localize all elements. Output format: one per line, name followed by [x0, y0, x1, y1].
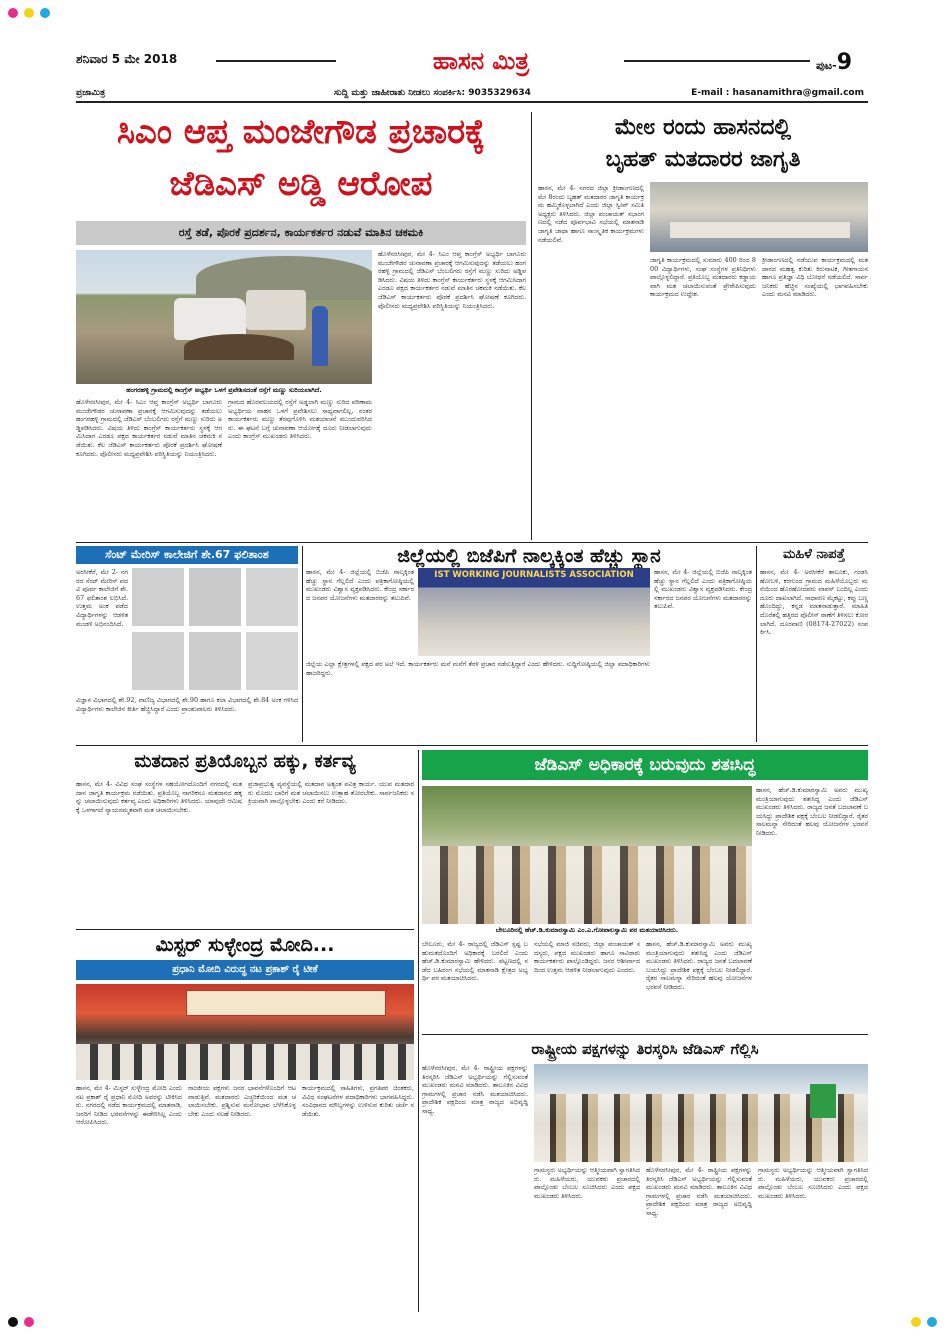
issue-date: ಶನಿವಾರ 5 ಮೇ 2018 [76, 52, 178, 66]
voter-headline-line-1: ಮೇ೮ ರಂದು ಹಾಸನದಲ್ಲಿ [614, 115, 792, 140]
bjp-headline: ಜಿಲ್ಲೆಯಲ್ಲಿ ಬಿಜೆಪಿಗೆ ನಾಲ್ಕಕ್ಕಿಂತ ಹೆಚ್ಚು ಸ್ಥಾನ [397, 545, 661, 567]
jds-power-headline: ಜೆಡಿಎಸ್ ಅಧಿಕಾರಕ್ಕೆ ಬರುವುದು ಶತಃಸಿದ್ಧ [422, 750, 868, 780]
phone-number: 9035329634 [468, 88, 531, 98]
missing-body: ಹಾಸನ, ಮೇ 4- ಅರಸೀಕೆರೆ ತಾಲೂಕು, ಗಂಡಸಿ ಹೋಬಳಿ, ಕರಗುಂದ ಗ್ರಾಮದ ಮಹಿಳೆಯೊಬ್ಬರು ಮನೆಯಿಂದ ಹೊರಹೋದವರು ವಾಪಸ್ ಬಂದಿಲ್ಲ ಎಂದು ದೂರು ದಾಖಲಾಗಿದೆ. ಸಾಧಾರಣ ಮೈಕಟ್ಟು, ಕಪ್ಪು ಬಣ್ಣ ಹೊಂದಿದ್ದು, ಕನ್ನಡ ಮಾತನಾಡುತ್ತಾರೆ. ಮಾಹಿತಿ ದೊರೆತಲ್ಲಿ ಹತ್ತಿರದ ಪೊಲೀಸ್ ಠಾಣೆಗೆ ತಿಳಿಸಲು ಕೋರಲಾಗಿದೆ. ದೂರವಾಣಿ (08174-27022) ಸಂಪರ್ಕಿಸಿ. [760, 568, 868, 637]
rights-body-col-1: ಹಾಸನ, ಮೇ 4- ವಿವಿಧ ಸಂಘ ಸಂಸ್ಥೆಗಳ ಸಹಯೋಗದೊಂದಿಗೆ ನಗರದಲ್ಲಿ ಮತದಾನ ಜಾಗೃತಿ ಕಾರ್ಯಕ್ರಮ ನಡೆಯಿತು. ಪ್ರತಿಯೊಬ್ಬ ನಾಗರಿಕನೂ ಮತದಾನದ ಹಕ್ಕನ್ನು ಚಲಾಯಿಸುವುದು ಕರ್ತವ್ಯ ಎಂದು ಅಧಿಕಾರಿಗಳು ತಿಳಿಸಿದರು. ಯಾವುದೇ ಆಮಿಷಕ್ಕೆ ಒಳಗಾಗದೆ ನ್ಯಾಯಸಮ್ಮತವಾಗಿ ಮತ ಚಲಾಯಿಸಬೇಕು. [76, 780, 242, 814]
rights-headline: ಮತದಾನ ಪ್ರತಿಯೊಬ್ಬನ ಹಕ್ಕು, ಕರ್ತವ್ಯ [134, 751, 356, 772]
college-body: ಅರಸೀಕೆರೆ, ಮೇ 2- ನಗರದ ಸೆಂಟ್ ಮೇರಿಸ್ ಪದವಿ ಪೂರ್ವ ಕಾಲೇಜಿಗೆ ಶೇ.67 ಫಲಿತಾಂಶ ಲಭಿಸಿದೆ. ಉತ್ತಮ ಅಂಕ ಪಡೆದ ವಿದ್ಯಾರ್ಥಿಗಳನ್ನು ಆಡಳಿತ ಮಂಡಳಿ ಅಭಿನಂದಿಸಿದೆ. [76, 568, 128, 628]
registration-mark [40, 8, 50, 18]
jds-rally-photo [422, 786, 752, 924]
jds-body-col-4: ಹಾಸನ, ಹೆಚ್.ಡಿ.ಕುಮಾರಸ್ವಾಮಿ ಅವರು ಮುಖ್ಯಮಂತ್ರಿಯಾಗುವುದು ಶತಃಸಿದ್ಧ ಎಂದು ಜೆಡಿಎಸ್ ಮುಖಂಡರು ತಿಳಿಸಿದರು. ರಾಜ್ಯದ ಜನತೆ ಬದಲಾವಣೆ ಬಯಸಿದ್ದು ಪ್ರಾದೇಶಿಕ ಪಕ್ಷಕ್ಕೆ ಬೆಂಬಲ ನೀಡಲಿದ್ದಾರೆ. ರೈತರ ಸಾಲಮನ್ನಾ ಸೇರಿದಂತೆ ಹಲವು ಯೋಜನೆಗಳ ಭರವಸೆ ನೀಡಿದರು. [756, 786, 868, 837]
main-body-col-1: ಹೊಳೆನರಸೀಪುರ, ಮೇ 4- ಸಿಎಂ ಆಪ್ತ ಕಾಂಗ್ರೆಸ್ ಅಭ್ಯರ್ಥಿ ಬಾಗೂರು ಮಂಜೇಗೌಡರ ಚುನಾವಣಾ ಪ್ರಚಾರಕ್ಕೆ ಆಗಮಿಸುವುದನ್ನು ತಡೆಯಲು ಹಂಗರಹಳ್ಳಿ ಗ್ರಾಮದಲ್ಲಿ ಜೆಡಿಎಸ್ ಬೆಂಬಲಿಗರು ರಸ್ತೆಗೆ ಮಣ್ಣು ಸುರಿದು ಅಡ್ಡಿಪಡಿಸಿದರು. ವಿಷಯ ತಿಳಿದು ಕಾಂಗ್ರೆಸ್ ಕಾರ್ಯಕರ್ತರು ಸ್ಥಳಕ್ಕೆ ಆಗಮಿಸಿದಾಗ ಎರಡೂ ಪಕ್ಷದ ಕಾರ್ಯಕರ್ತರ ನಡುವೆ ಮಾತಿನ ಚಕಮಕಿ ನಡೆಯಿತು. ಕೆಲ ಜೆಡಿಎಸ್ ಕಾರ್ಯಕರ್ತರು ಪೊರಕೆ ಪ್ರದರ್ಶಿಸಿ ಘೋಷಣೆ ಕೂಗಿದರು. ಪೊಲೀಸರು ಮಧ್ಯಪ್ರವೇಶಿಸಿ ಪರಿಸ್ಥಿತಿಯನ್ನು ನಿಯಂತ್ರಿಸಿದರು. [76, 398, 222, 458]
registration-mark [911, 1317, 921, 1327]
tagline: ಪ್ರಜಾಮಿತ್ರ [76, 88, 106, 98]
national-body-col-2: ಗ್ರಾಮಸ್ಥರು ಅಭ್ಯರ್ಥಿಯನ್ನು ಆತ್ಮೀಯವಾಗಿ ಸ್ವಾಗತಿಸಿದರು. ಮಹಿಳೆಯರು, ಯುವಕರು ಪ್ರಚಾರದಲ್ಲಿ ಪಾಲ್ಗೊಂಡು ಬೆಂಬಲ ಸೂಚಿಸಿದರು ಎಂದು ಪಕ್ಷದ ಮುಖಂಡರು ತಿಳಿಸಿದರು. [534, 1166, 640, 1200]
page-number: 9 [836, 50, 853, 75]
national-headline: ರಾಷ್ಟ್ರೀಯ ಪಕ್ಷಗಳನ್ನು ತಿರಸ್ಕರಿಸಿ ಜೆಡಿಎಸ್ ಗೆಲ್ಲಿಸಿ [531, 1040, 759, 1058]
modi-headline: ಮಿಸ್ಟರ್ ಸುಳ್ಳೇಂದ್ರ ಮೋದಿ... [155, 934, 335, 956]
crowd-shape [422, 846, 752, 924]
main-headline-line-1: ಸಿಎಂ ಆಪ್ತ ಮಂಜೇಗೌಡ ಪ್ರಚಾರಕ್ಕೆ [116, 112, 486, 152]
registration-mark [8, 1317, 18, 1327]
meeting-table [670, 222, 850, 238]
bjp-body-col-2: ಜಿಲ್ಲೆಯ ಎಲ್ಲಾ ಕ್ಷೇತ್ರಗಳಲ್ಲಿ ಪಕ್ಷದ ಪರ ಅಲೆ ಇದೆ. ಕಾರ್ಯಕರ್ತರು ಮನೆ ಮನೆಗೆ ತೆರಳಿ ಪ್ರಚಾರ ನಡೆಸುತ್ತಿದ್ದಾರೆ ಎಂದು ಹೇಳಿದರು. ಸುದ್ದಿಗೋಷ್ಠಿಯಲ್ಲಿ ಜಿಲ್ಲಾ ಪದಾಧಿಕಾರಿಗಳು ಹಾಜರಿದ್ದರು. [306, 660, 650, 677]
contact-line: ಸುದ್ದಿ ಮತ್ತು ಜಾಹೀರಾತು ನೀಡಲು ಸಂಪರ್ಕಿಸಿ: 9035329634 [334, 88, 531, 98]
voter-body-col-2: ಜಾಗೃತಿ ಕಾರ್ಯಕ್ರಮದಲ್ಲಿ ಸುಮಾರು 400 ರಿಂದ 800 ವಿದ್ಯಾರ್ಥಿಗಳು, ಸಂಘ ಸಂಸ್ಥೆಗಳ ಪ್ರತಿನಿಧಿಗಳು ಪಾಲ್ಗೊಳ್ಳಲಿದ್ದಾರೆ. ಪ್ರತಿಯೊಬ್ಬ ಮತದಾರರು ಕಡ್ಡಾಯವಾಗಿ ಮತ ಚಲಾಯಿಸುವಂತೆ ಪ್ರೇರೇಪಿಸುವುದು ಕಾರ್ಯಕ್ರಮದ ಉದ್ದೇಶ. [650, 256, 756, 299]
main-body-col-2: ಗ್ರಾಮದ ಹೊರವಲಯದಲ್ಲಿ ರಸ್ತೆಗೆ ಅಡ್ಡಲಾಗಿ ಮಣ್ಣು ಸುರಿದ ಪರಿಣಾಮ ಅಭ್ಯರ್ಥಿಯ ವಾಹನ ಒಳಗೆ ಪ್ರವೇಶಿಸಲು ಸಾಧ್ಯವಾಗಲಿಲ್ಲ. ನಂತರ ಕಾರ್ಯಕರ್ತರು ಮಣ್ಣು ತೆರವುಗೊಳಿಸಿ ಮತಯಾಚನೆ ಮುಂದುವರಿಸಿದರು. ಈ ಘಟನೆ ಬಗ್ಗೆ ಚುನಾವಣಾ ಆಯೋಗಕ್ಕೆ ದೂರು ನೀಡಲಾಗುವುದು ಎಂದು ಕಾಂಗ್ರೆಸ್ ಮುಖಂಡರು ತಿಳಿಸಿದರು. [228, 398, 372, 441]
masthead [76, 48, 868, 104]
rights-body-col-2: ಪ್ರಜಾಪ್ರಭುತ್ವ ವ್ಯವಸ್ಥೆಯಲ್ಲಿ ಮತದಾನ ಅತ್ಯಂತ ಪವಿತ್ರ ಕಾರ್ಯ. ಯುವ ಮತದಾರರು ಮೊದಲ ಬಾರಿಗೆ ಮತ ಚಲಾಯಿಸಲು ಉತ್ಸಾಹ ತೋರಬೇಕು. ಸಾರ್ವಜನಿಕರು ಸಕ್ರಿಯವಾಗಿ ಪಾಲ್ಗೊಳ್ಳಬೇಕು ಎಂದು ಕರೆ ನೀಡಿದರು. [248, 780, 414, 806]
student-photo [189, 632, 241, 690]
modi-body-col-2: ರಾಜಕೀಯ ಪಕ್ಷಗಳು ಜನರ ಭಾವನೆಗಳೊಂದಿಗೆ ಆಟವಾಡುತ್ತಿವೆ. ಮತದಾರರು ಎಚ್ಚರಿಕೆಯಿಂದ ಮತ ಚಲಾಯಿಸಬೇಕು. ಪ್ರಶ್ನಿಸುವ ಮನೋಭಾವ ಬೆಳೆಸಿಕೊಳ್ಳಬೇಕು ಎಂದು ಸಲಹೆ ನೀಡಿದರು. [188, 1084, 296, 1118]
main-kicker: ರಸ್ತೆ ತಡೆ, ಪೊರಕೆ ಪ್ರದರ್ಶನ, ಕಾರ್ಯಕರ್ತರ ನಡುವೆ ಮಾತಿನ ಚಕಮಕಿ [76, 221, 526, 245]
main-headline-line-2: ಜೆಡಿಎಸ್ ಅಡ್ಡಿ ಆರೋಪ [169, 164, 433, 204]
jds-body-col-2: ಸಭೆಯಲ್ಲಿ ಮಾಜಿ ಸಚಿವರು, ಜಿಲ್ಲಾ ಪಂಚಾಯತ್ ಸದಸ್ಯರು, ಪಕ್ಷದ ಮುಖಂಡರು ಹಾಗೂ ಸಾವಿರಾರು ಕಾರ್ಯಕರ್ತರು ಪಾಲ್ಗೊಂಡಿದ್ದರು. ಜನರ ಆಶೀರ್ವಾದದಿಂದ ಉತ್ತಮ ಆಡಳಿತ ನೀಡಲಾಗುವುದು ಎಂದರು. [534, 940, 640, 974]
student-photo [246, 568, 298, 626]
national-campaign-photo [534, 1064, 868, 1162]
national-body-col-1: ಹೊಳೆನರಸೀಪುರ, ಮೇ 4- ರಾಷ್ಟ್ರೀಯ ಪಕ್ಷಗಳನ್ನು ತಿರಸ್ಕರಿಸಿ ಜೆಡಿಎಸ್ ಅಭ್ಯರ್ಥಿಯನ್ನು ಗೆಲ್ಲಿಸುವಂತೆ ಮುಖಂಡರು ಮನವಿ ಮಾಡಿದರು. ತಾಲೂಕಿನ ವಿವಿಧ ಗ್ರಾಮಗಳಲ್ಲಿ ಪ್ರಚಾರ ನಡೆಸಿ ಮತಯಾಚಿಸಿದರು. ಪ್ರಾದೇಶಿಕ ಪಕ್ಷದಿಂದ ಮಾತ್ರ ರಾಜ್ಯದ ಅಭಿವೃದ್ಧಿ ಸಾಧ್ಯ. [422, 1064, 528, 1115]
missing-headline: ಮಹಿಳೆ ನಾಪತ್ತೆ [782, 547, 846, 562]
modi-event-photo [76, 984, 414, 1080]
soil-mound [184, 334, 294, 360]
jds-body-col-3: ಹಾಸನ, ಹೆಚ್.ಡಿ.ಕುಮಾರಸ್ವಾಮಿ ಅವರು ಮುಖ್ಯಮಂತ್ರಿಯಾಗುವುದು ಶತಃಸಿದ್ಧ ಎಂದು ಜೆಡಿಎಸ್ ಮುಖಂಡರು ತಿಳಿಸಿದರು. ರಾಜ್ಯದ ಜನತೆ ಬದಲಾವಣೆ ಬಯಸಿದ್ದು ಪ್ರಾದೇಶಿಕ ಪಕ್ಷಕ್ಕೆ ಬೆಂಬಲ ನೀಡಲಿದ್ದಾರೆ. ರೈತರ ಸಾಲಮನ್ನಾ ಸೇರಿದಂತೆ ಹಲವು ಯೋಜನೆಗಳ ಭರವಸೆ ನೀಡಿದರು. [646, 940, 752, 991]
college-body-2: ವಿಜ್ಞಾನ ವಿಭಾಗದಲ್ಲಿ ಶೇ.92, ವಾಣಿಜ್ಯ ವಿಭಾಗದಲ್ಲಿ ಶೇ.90 ಹಾಗೂ ಕಲಾ ವಿಭಾಗದಲ್ಲಿ ಶೇ.84 ಅಂಕ ಗಳಿಸಿದ ವಿದ್ಯಾರ್ಥಿಗಳು ಕಾಲೇಜಿನ ಕೀರ್ತಿ ಹೆಚ್ಚಿಸಿದ್ದಾರೆ ಎಂದು ಪ್ರಾಂಶುಪಾಲರು ತಿಳಿಸಿದರು. [76, 696, 298, 713]
email-address: E-mail : hasanamithra@gmail.com [691, 88, 864, 98]
modi-body-col-3: ಕಾರ್ಯಕ್ರಮದಲ್ಲಿ ಸಾಹಿತಿಗಳು, ಪ್ರಗತಿಪರ ಚಿಂತಕರು, ವಿವಿಧ ಸಂಘಟನೆಗಳ ಪದಾಧಿಕಾರಿಗಳು ಭಾಗವಹಿಸಿದ್ದರು. ಸಂವಿಧಾನದ ಮೌಲ್ಯಗಳನ್ನು ಉಳಿಸುವ ಕುರಿತು ಚರ್ಚೆ ನಡೆಯಿತು. [302, 1084, 414, 1118]
student-photo-grid [132, 568, 298, 692]
person-shape [312, 306, 328, 366]
voter-meeting-photo [650, 182, 868, 252]
bjp-press-photo [418, 568, 650, 656]
main-body-col-3: ಹೊಳೆನರಸೀಪುರ, ಮೇ 4- ಸಿಎಂ ಆಪ್ತ ಕಾಂಗ್ರೆಸ್ ಅಭ್ಯರ್ಥಿ ಬಾಗೂರು ಮಂಜೇಗೌಡರ ಚುನಾವಣಾ ಪ್ರಚಾರಕ್ಕೆ ಆಗಮಿಸುವುದನ್ನು ತಡೆಯಲು ಹಂಗರಹಳ್ಳಿ ಗ್ರಾಮದಲ್ಲಿ ಜೆಡಿಎಸ್ ಬೆಂಬಲಿಗರು ರಸ್ತೆಗೆ ಮಣ್ಣು ಸುರಿದು ಅಡ್ಡಿಪಡಿಸಿದರು. ವಿಷಯ ತಿಳಿದು ಕಾಂಗ್ರೆಸ್ ಕಾರ್ಯಕರ್ತರು ಸ್ಥಳಕ್ಕೆ ಆಗಮಿಸಿದಾಗ ಎರಡೂ ಪಕ್ಷದ ಕಾರ್ಯಕರ್ತರ ನಡುವೆ ಮಾತಿನ ಚಕಮಕಿ ನಡೆಯಿತು. ಕೆಲ ಜೆಡಿಎಸ್ ಕಾರ್ಯಕರ್ತರು ಪೊರಕೆ ಪ್ರದರ್ಶಿಸಿ ಘೋಷಣೆ ಕೂಗಿದರು. ಪೊಲೀಸರು ಮಧ್ಯಪ್ರವೇಶಿಸಿ ಪರಿಸ್ಥಿತಿಯನ್ನು ನಿಯಂತ್ರಿಸಿದರು. [378, 250, 526, 310]
modi-kicker: ಪ್ರಧಾನಿ ಮೋದಿ ವಿರುದ್ಧ ನಟ ಪ್ರಕಾಶ್ ರೈ ಟೀಕೆ [76, 960, 414, 980]
modi-body-col-1: ಹಾಸನ, ಮೇ 4- ಮಿಸ್ಟರ್ ಸುಳ್ಳೇಂದ್ರ ಮೋದಿ ಎಂದು ನಟ ಪ್ರಕಾಶ್ ರೈ ಪ್ರಧಾನಿ ಮೋದಿ ಅವರನ್ನು ಟೀಕಿಸಿದರು. ನಗರದಲ್ಲಿ ನಡೆದ ಕಾರ್ಯಕ್ರಮದಲ್ಲಿ ಮಾತನಾಡಿ, ಜನರಿಗೆ ನೀಡಿದ ಭರವಸೆಗಳನ್ನು ಈಡೇರಿಸಿಲ್ಲ ಎಂದು ಆರೋಪಿಸಿದರು. [76, 1084, 182, 1127]
national-body-col-4: ಗ್ರಾಮಸ್ಥರು ಅಭ್ಯರ್ಥಿಯನ್ನು ಆತ್ಮೀಯವಾಗಿ ಸ್ವಾಗತಿಸಿದರು. ಮಹಿಳೆಯರು, ಯುವಕರು ಪ್ರಚಾರದಲ್ಲಿ ಪಾಲ್ಗೊಂಡು ಬೆಂಬಲ ಸೂಚಿಸಿದರು ಎಂದು ಪಕ್ಷದ ಮುಖಂಡರು ತಿಳಿಸಿದರು. [758, 1166, 868, 1200]
registration-mark [24, 8, 34, 18]
voter-headline-line-2: ಬೃಹತ್ ಮತದಾರರ ಜಾಗೃತಿ [605, 147, 801, 172]
flag-shape [810, 1084, 836, 1118]
student-photo [189, 568, 241, 626]
registration-mark [927, 1317, 937, 1327]
page-label: ಪುಟ-9 [816, 50, 853, 75]
registration-mark [24, 1317, 34, 1327]
student-photo [132, 632, 184, 690]
jeep-shape [246, 290, 306, 330]
national-body-col-3: ಹೊಳೆನರಸೀಪುರ, ಮೇ 4- ರಾಷ್ಟ್ರೀಯ ಪಕ್ಷಗಳನ್ನು ತಿರಸ್ಕರಿಸಿ ಜೆಡಿಎಸ್ ಅಭ್ಯರ್ಥಿಯನ್ನು ಗೆಲ್ಲಿಸುವಂತೆ ಮುಖಂಡರು ಮನವಿ ಮಾಡಿದರು. ತಾಲೂಕಿನ ವಿವಿಧ ಗ್ರಾಮಗಳಲ್ಲಿ ಪ್ರಚಾರ ನಡೆಸಿ ಮತಯಾಚಿಸಿದರು. ಪ್ರಾದೇಶಿಕ ಪಕ್ಷದಿಂದ ಮಾತ್ರ ರಾಜ್ಯದ ಅಭಿವೃದ್ಧಿ ಸಾಧ್ಯ. [646, 1166, 752, 1217]
bjp-body-col-1: ಹಾಸನ, ಮೇ 4- ಜಿಲ್ಲೆಯಲ್ಲಿ ಬಿಜೆಪಿ ನಾಲ್ಕಕ್ಕಿಂತ ಹೆಚ್ಚು ಸ್ಥಾನ ಗೆಲ್ಲಲಿದೆ ಎಂದು ಪತ್ರಿಕಾಗೋಷ್ಠಿಯಲ್ಲಿ ಮುಖಂಡರು ವಿಶ್ವಾಸ ವ್ಯಕ್ತಪಡಿಸಿದರು. ಕೇಂದ್ರ ಸರ್ಕಾರದ ಜನಪರ ಯೋಜನೆಗಳು ಮತದಾರರನ್ನು ತಲುಪಿವೆ. [306, 568, 414, 602]
jds-rally-caption: ಬೇಲೂರಿನಲ್ಲಿ ಹೆಚ್.ಡಿ.ಕುಮಾರಸ್ವಾಮಿ ಎಂ.ಎ.ಗೋಪಾಲಸ್ವಾಮಿ ಪರ ಮತಯಾಚಿಸಿದರು. [495, 926, 679, 934]
paper-name: ಹಾಸನ ಮಿತ್ರ [432, 46, 530, 75]
voter-body-col-1: ಹಾಸನ, ಮೇ 4- ನಗರದ ಜಿಲ್ಲಾ ಕ್ರೀಡಾಂಗಣದಲ್ಲಿ ಮೇ 8ರಂದು ಬೃಹತ್ ಮತದಾರರ ಜಾಗೃತಿ ಕಾರ್ಯಕ್ರಮ ಹಮ್ಮಿಕೊಳ್ಳಲಾಗಿದೆ ಎಂದು ಜಿಲ್ಲಾ ಸ್ವೀಪ್ ಸಮಿತಿ ಅಧ್ಯಕ್ಷರು ತಿಳಿಸಿದರು. ಜಿಲ್ಲಾ ಪಂಚಾಯತ್ ಸಭಾಂಗಣದಲ್ಲಿ ನಡೆದ ಪೂರ್ವಭಾವಿ ಸಭೆಯಲ್ಲಿ ಮಾತನಾಡಿ ಜಾಗೃತಿ ಜಾಥಾ ಹಾಗೂ ಸಾಂಸ್ಕೃತಿಕ ಕಾರ್ಯಕ್ರಮಗಳು ನಡೆಯಲಿವೆ. [538, 184, 644, 244]
student-photo [132, 568, 184, 626]
audience-row [76, 1044, 414, 1080]
main-photo-caption: ಹಂಗರಹಳ್ಳಿ ಗ್ರಾಮದಲ್ಲಿ ಕಾಂಗ್ರೆಸ್ ಅಭ್ಯರ್ಥಿ ಒಳಗೆ ಪ್ರವೇಶಿಸದಂತೆ ರಸ್ತೆಗೆ ಮಣ್ಣು ಸುರಿಯಲಾಗಿದೆ. [126, 386, 322, 394]
main-photo [76, 250, 372, 384]
registration-mark [8, 8, 18, 18]
press-banner: IST WORKING JOURNALISTS ASSOCIATION [434, 570, 634, 580]
stage-banner [186, 990, 386, 1016]
college-headline: ಸೆಂಟ್ ಮೇರಿಸ್ ಕಾಲೇಜಿಗೆ ಶೇ.67 ಫಲಿತಾಂಶ [76, 546, 298, 564]
voter-body-col-3: ಕ್ರೀಡಾಂಗಣದಲ್ಲಿ ನಡೆಯುವ ಕಾರ್ಯಕ್ರಮದಲ್ಲಿ ಮತದಾನದ ಮಹತ್ವ ಕುರಿತು ಕಿರುನಾಟಕ, ಗೀತಗಾಯನ ಹಾಗೂ ಪ್ರತಿಜ್ಞಾ ವಿಧಿ ಬೋಧನೆ ನಡೆಯಲಿದೆ. ಸಾರ್ವಜನಿಕರು ಹೆಚ್ಚಿನ ಸಂಖ್ಯೆಯಲ್ಲಿ ಭಾಗವಹಿಸಬೇಕು ಎಂದು ಮನವಿ ಮಾಡಿದರು. [762, 256, 868, 299]
student-photo [246, 632, 298, 690]
bjp-body-col-3: ಹಾಸನ, ಮೇ 4- ಜಿಲ್ಲೆಯಲ್ಲಿ ಬಿಜೆಪಿ ನಾಲ್ಕಕ್ಕಿಂತ ಹೆಚ್ಚು ಸ್ಥಾನ ಗೆಲ್ಲಲಿದೆ ಎಂದು ಪತ್ರಿಕಾಗೋಷ್ಠಿಯಲ್ಲಿ ಮುಖಂಡರು ವಿಶ್ವಾಸ ವ್ಯಕ್ತಪಡಿಸಿದರು. ಕೇಂದ್ರ ಸರ್ಕಾರದ ಜನಪರ ಯೋಜನೆಗಳು ಮತದಾರರನ್ನು ತಲುಪಿವೆ. [654, 568, 752, 611]
jds-body-col-1: ಬೇಲೂರು, ಮೇ 4- ರಾಜ್ಯದಲ್ಲಿ ಜೆಡಿಎಸ್ ಸ್ಪಷ್ಟ ಬಹುಮತದೊಂದಿಗೆ ಅಧಿಕಾರಕ್ಕೆ ಬರಲಿದೆ ಎಂದು ಹೆಚ್.ಡಿ.ಕುಮಾರಸ್ವಾಮಿ ಹೇಳಿದರು. ಪಟ್ಟಣದಲ್ಲಿ ನಡೆದ ಬಹಿರಂಗ ಸಭೆಯಲ್ಲಿ ಮಾತನಾಡಿ ಕ್ಷೇತ್ರದ ಅಭ್ಯರ್ಥಿ ಪರ ಮತಯಾಚಿಸಿದರು. [422, 940, 528, 983]
